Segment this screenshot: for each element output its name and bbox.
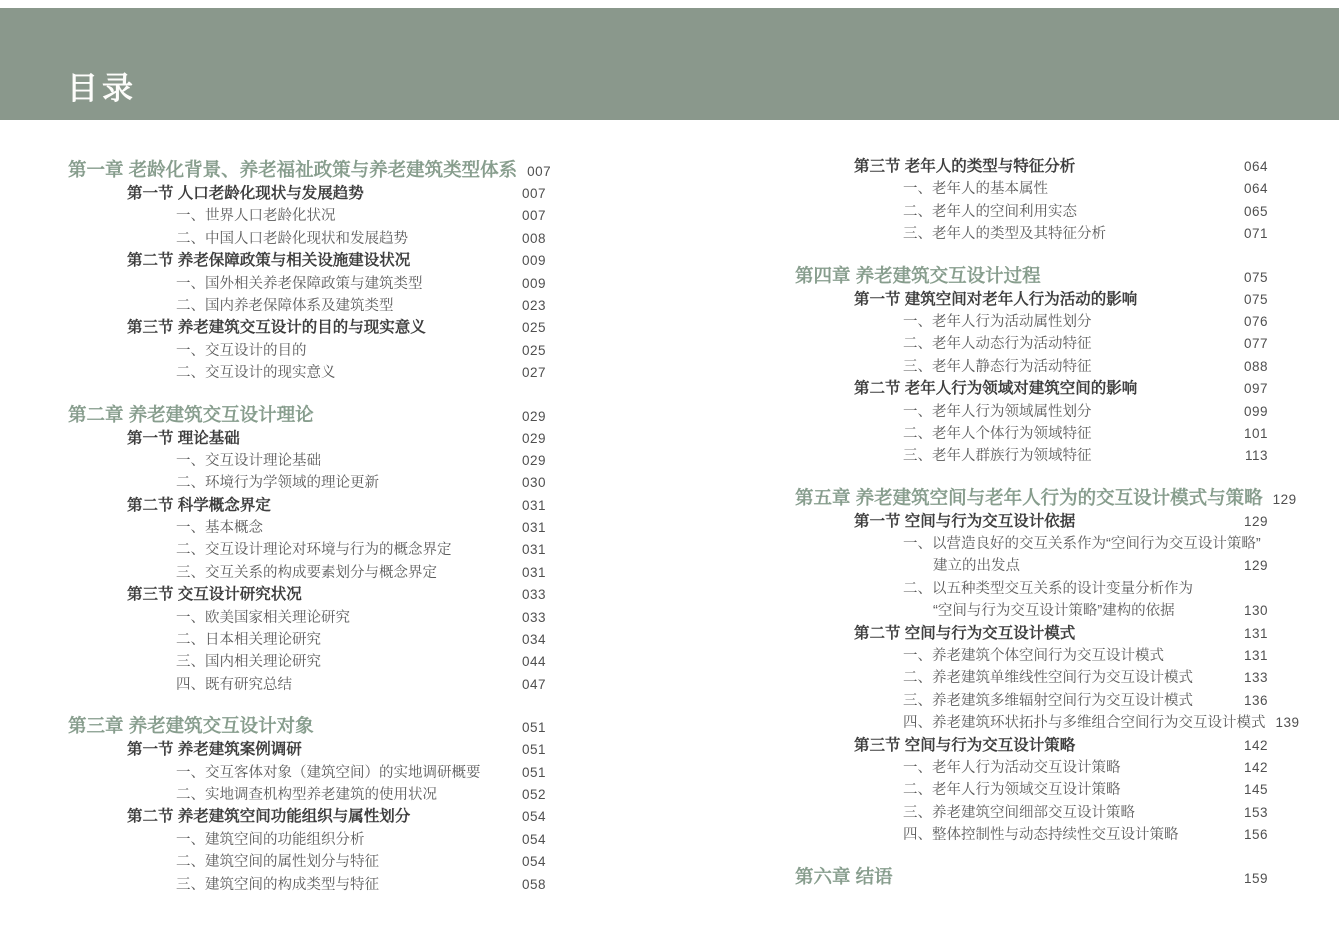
toc-entry-page: 044 — [521, 654, 546, 670]
toc-entry-label: 第三节 老年人的类型与特征分析 — [854, 158, 1076, 175]
toc-item-row — [795, 423, 1268, 445]
toc-entry-page: 153 — [1243, 804, 1268, 820]
toc-column-right — [795, 156, 1300, 890]
toc-item-row — [795, 356, 1268, 378]
toc-item-row — [68, 762, 546, 784]
toc-entry-label: 第三节 空间与行为交互设计策略 — [854, 736, 1076, 754]
toc-entry-label: 二、养老建筑单维线性空间行为交互设计模式 — [903, 670, 1193, 687]
toc-entry-page: 159 — [1243, 870, 1268, 886]
toc-entry-label: “空间与行为交互设计策略”建构的依据 — [933, 603, 1175, 620]
toc-entry-page: 029 — [521, 452, 546, 468]
toc-chapter-row — [795, 484, 1297, 511]
toc-entry-label: 第二章 养老建筑交互设计理论 — [68, 403, 314, 425]
toc-entry-label: 三、养老建筑多维辐射空间行为交互设计模式 — [903, 692, 1193, 709]
toc-entry-label: 第一节 养老建筑案例调研 — [127, 741, 302, 759]
toc-entry-label: 一、建筑空间的功能组织分析 — [176, 831, 365, 848]
toc-entry-page: 156 — [1243, 827, 1268, 843]
toc-item-row — [68, 607, 546, 629]
toc-entry-label: 一、世界人口老龄化状况 — [176, 208, 336, 225]
toc-item-row — [68, 450, 546, 472]
toc-entry-page: 052 — [521, 786, 546, 802]
toc-item-row — [795, 533, 1268, 555]
toc-item-row — [68, 295, 546, 317]
toc-entry-label: 第二节 空间与行为交互设计模式 — [854, 624, 1076, 642]
toc-entry-page: 007 — [527, 164, 552, 179]
toc-entry-page: 009 — [521, 253, 546, 269]
toc-entry-page: 030 — [521, 475, 546, 491]
toc-entry-page: 077 — [1243, 336, 1268, 352]
toc-entry-label: 三、老年人的类型及其特征分析 — [903, 226, 1106, 243]
toc-section-row — [795, 289, 1268, 311]
toc-entry-page: 007 — [521, 208, 546, 224]
toc-item-row — [68, 205, 546, 227]
toc-entry-label: 二、建筑空间的属性划分与特征 — [176, 854, 379, 871]
toc-entry-page: 064 — [1243, 181, 1268, 197]
toc-item-row — [68, 629, 546, 651]
toc-entry-page: 027 — [521, 365, 546, 381]
toc-section-row — [68, 183, 546, 205]
toc-entry-label: 第二节 科学概念界定 — [127, 496, 271, 514]
toc-item-row — [795, 401, 1268, 423]
toc-entry-label: 一、养老建筑个体空间行为交互设计模式 — [903, 648, 1164, 665]
toc-entry-page: 075 — [1243, 291, 1268, 307]
toc-item-row — [68, 517, 546, 539]
toc-entry-page: 051 — [521, 742, 546, 758]
toc-item-row — [68, 472, 546, 494]
toc-section-row — [68, 739, 546, 761]
toc-entry-label: 二、老年人动态行为活动特征 — [903, 336, 1092, 353]
toc-entry-label: 一、欧美国家相关理论研究 — [176, 609, 350, 626]
toc-entry-label: 二、交互设计的现实意义 — [176, 365, 336, 382]
toc-entry-page: 113 — [1244, 448, 1268, 464]
toc-entry-page: 071 — [1243, 226, 1268, 242]
toc-chapter-row — [68, 401, 546, 428]
toc-entry-label: 二、老年人的空间利用实态 — [903, 203, 1077, 220]
toc-entry-page: 139 — [1275, 715, 1300, 731]
toc-entry-label: 第一节 人口老龄化现状与发展趋势 — [127, 185, 364, 202]
toc-entry-label: 一、老年人的基本属性 — [903, 181, 1048, 198]
toc-cont-row — [795, 600, 1268, 622]
toc-entry-page: 133 — [1243, 670, 1268, 686]
toc-entry-label: 四、整体控制性与动态持续性交互设计策略 — [903, 827, 1179, 844]
toc-entry-label: 第三章 养老建筑交互设计对象 — [68, 715, 314, 737]
toc-item-row — [795, 779, 1268, 801]
toc-column-left — [68, 156, 552, 896]
toc-entry-page: 145 — [1243, 782, 1268, 798]
page-title: 目录 — [67, 71, 137, 107]
toc-entry-page: 047 — [521, 676, 546, 692]
toc-section-row — [68, 806, 546, 828]
toc-chapter-row — [68, 712, 546, 739]
toc-entry-page: 023 — [521, 297, 546, 313]
toc-section-row — [68, 495, 546, 517]
toc-entry-label: 一、交互客体对象（建筑空间）的实地调研概要 — [176, 764, 481, 781]
toc-section-row — [68, 584, 546, 606]
toc-entry-page: 064 — [1243, 159, 1268, 174]
toc-chapter-row — [68, 156, 552, 183]
toc-section-row — [795, 378, 1268, 400]
toc-item-row — [795, 578, 1268, 600]
toc-entry-label: 二、日本相关理论研究 — [176, 632, 321, 649]
toc-entry-label: 一、交互设计的目的 — [176, 342, 307, 359]
toc-item-row — [68, 851, 546, 873]
toc-section-row — [795, 511, 1268, 533]
toc-entry-page: 058 — [521, 876, 546, 892]
toc-section-row — [68, 428, 546, 450]
toc-item-row — [68, 362, 546, 384]
toc-item-row — [68, 273, 546, 295]
toc-entry-page: 130 — [1243, 603, 1268, 619]
toc-entry-label: 二、交互设计理论对环境与行为的概念界定 — [176, 542, 452, 559]
toc-entry-label: 一、以营造良好的交互关系作为“空间行为交互设计策略” — [903, 536, 1261, 553]
toc-entry-page: 031 — [521, 542, 546, 558]
toc-item-row — [68, 829, 546, 851]
toc-entry-page: 029 — [521, 430, 546, 446]
toc-section-row — [795, 735, 1268, 757]
toc-item-row — [795, 311, 1268, 333]
toc-item-row — [68, 674, 546, 696]
toc-item-row — [795, 223, 1268, 245]
toc-entry-page: 031 — [521, 497, 546, 513]
toc-entry-label: 三、国内相关理论研究 — [176, 654, 321, 671]
toc-entry-page: 142 — [1243, 759, 1268, 775]
toc-item-row — [795, 712, 1300, 734]
toc-entry-label: 四、养老建筑环状拓扑与多维组合空间行为交互设计模式 — [903, 715, 1266, 732]
toc-item-row — [795, 445, 1268, 467]
toc-entry-page: 129 — [1243, 513, 1268, 529]
toc-entry-label: 二、老年人个体行为领域特征 — [903, 425, 1092, 442]
toc-item-row — [68, 340, 546, 362]
toc-item-row — [795, 178, 1268, 200]
toc-entry-page: 075 — [1243, 269, 1268, 285]
toc-section-row — [795, 156, 1268, 178]
toc-item-row — [68, 784, 546, 806]
toc-item-row — [795, 690, 1268, 712]
toc-entry-page: 131 — [1243, 625, 1268, 641]
toc-entry-label: 第四章 养老建筑交互设计过程 — [795, 264, 1041, 286]
toc-entry-label: 四、既有研究总结 — [176, 676, 292, 693]
toc-entry-page: 033 — [521, 609, 546, 625]
toc-entry-label: 第一节 空间与行为交互设计依据 — [854, 512, 1076, 530]
toc-entry-page: 007 — [521, 186, 546, 201]
toc-item-row — [795, 824, 1268, 846]
toc-entry-label: 二、国内养老保障体系及建筑类型 — [176, 297, 394, 314]
toc-entry-label: 二、实地调查机构型养老建筑的使用状况 — [176, 786, 437, 803]
toc-entry-label: 二、中国人口老龄化现状和发展趋势 — [176, 230, 408, 247]
toc-entry-page: 009 — [521, 275, 546, 291]
toc-item-row — [68, 874, 546, 896]
toc-entry-page: 088 — [1243, 358, 1268, 374]
toc-entry-label: 二、环境行为学领域的理论更新 — [176, 475, 379, 492]
toc-entry-page: 054 — [521, 809, 546, 825]
toc-entry-label: 三、老年人群族行为领域特征 — [903, 448, 1092, 465]
toc-chapter-row — [795, 863, 1268, 890]
toc-item-row — [795, 802, 1268, 824]
toc-item-row — [795, 757, 1268, 779]
toc-entry-label: 三、建筑空间的构成类型与特征 — [176, 876, 379, 893]
toc-entry-page: 051 — [521, 720, 546, 736]
toc-entry-page: 033 — [521, 587, 546, 603]
toc-entry-label: 三、老年人静态行为活动特征 — [903, 358, 1092, 375]
toc-entry-label: 一、基本概念 — [176, 520, 263, 537]
toc-item-row — [68, 539, 546, 561]
toc-entry-page: 008 — [521, 230, 546, 246]
toc-entry-label: 一、国外相关养老保障政策与建筑类型 — [176, 275, 423, 292]
toc-section-row — [68, 317, 546, 339]
toc-item-row — [795, 667, 1268, 689]
toc-entry-page: 051 — [521, 764, 546, 780]
toc-entry-page: 142 — [1243, 737, 1268, 753]
toc-entry-label: 第一节 理论基础 — [127, 429, 240, 447]
toc-entry-page: 065 — [1243, 203, 1268, 219]
toc-entry-page: 129 — [1272, 491, 1297, 507]
toc-entry-label: 一、老年人行为领域属性划分 — [903, 403, 1092, 420]
toc-cont-row — [795, 555, 1268, 577]
toc-entry-label: 第二节 养老保障政策与相关设施建设状况 — [127, 252, 411, 270]
toc-entry-label: 建立的出发点 — [933, 558, 1020, 575]
toc-entry-label: 一、老年人行为活动属性划分 — [903, 313, 1092, 330]
toc-entry-label: 第二节 老年人行为领域对建筑空间的影响 — [854, 380, 1138, 398]
toc-item-row — [68, 562, 546, 584]
toc-item-row — [795, 201, 1268, 223]
toc-entry-page: 101 — [1243, 425, 1268, 441]
toc-entry-label: 第一章 老龄化背景、养老福祉政策与养老建筑类型体系 — [68, 159, 518, 180]
toc-entry-page: 025 — [521, 320, 546, 336]
toc-chapter-row — [795, 262, 1268, 289]
toc-entry-page: 025 — [521, 342, 546, 358]
toc-entry-label: 二、以五种类型交互关系的设计变量分析作为 — [903, 580, 1193, 597]
toc-item-row — [795, 333, 1268, 355]
toc-entry-page: 029 — [521, 408, 546, 424]
toc-entry-page: 136 — [1243, 692, 1268, 708]
toc-entry-label: 三、交互关系的构成要素划分与概念界定 — [176, 564, 437, 581]
toc-entry-page: 034 — [521, 632, 546, 648]
toc-entry-label: 一、交互设计理论基础 — [176, 452, 321, 469]
toc-entry-page: 054 — [521, 831, 546, 847]
toc-entry-page: 099 — [1243, 403, 1268, 419]
toc-entry-page: 076 — [1243, 313, 1268, 329]
toc-item-row — [68, 651, 546, 673]
toc-section-row — [68, 250, 546, 272]
toc-entry-label: 第一节 建筑空间对老年人行为活动的影响 — [854, 290, 1138, 308]
toc-entry-page: 097 — [1243, 381, 1268, 397]
toc-entry-label: 三、养老建筑空间细部交互设计策略 — [903, 804, 1135, 821]
toc-section-row — [795, 623, 1268, 645]
toc-item-row — [68, 228, 546, 250]
toc-entry-page: 129 — [1243, 558, 1268, 574]
header-band — [0, 8, 1339, 120]
toc-entry-label: 一、老年人行为活动交互设计策略 — [903, 759, 1121, 776]
toc-entry-label: 二、老年人行为领域交互设计策略 — [903, 782, 1121, 799]
toc-entry-page: 131 — [1243, 648, 1268, 664]
toc-entry-page: 054 — [521, 854, 546, 870]
toc-entry-label: 第三节 养老建筑交互设计的目的与现实意义 — [127, 319, 426, 337]
toc-entry-label: 第二节 养老建筑空间功能组织与属性划分 — [127, 808, 411, 826]
toc-item-row — [795, 645, 1268, 667]
toc-entry-page: 031 — [521, 520, 546, 536]
toc-entry-label: 第五章 养老建筑空间与老年人行为的交互设计模式与策略 — [795, 486, 1263, 508]
toc-entry-page: 031 — [521, 564, 546, 580]
toc-entry-label: 第三节 交互设计研究状况 — [127, 586, 302, 604]
toc-entry-label: 第六章 结语 — [795, 865, 893, 887]
